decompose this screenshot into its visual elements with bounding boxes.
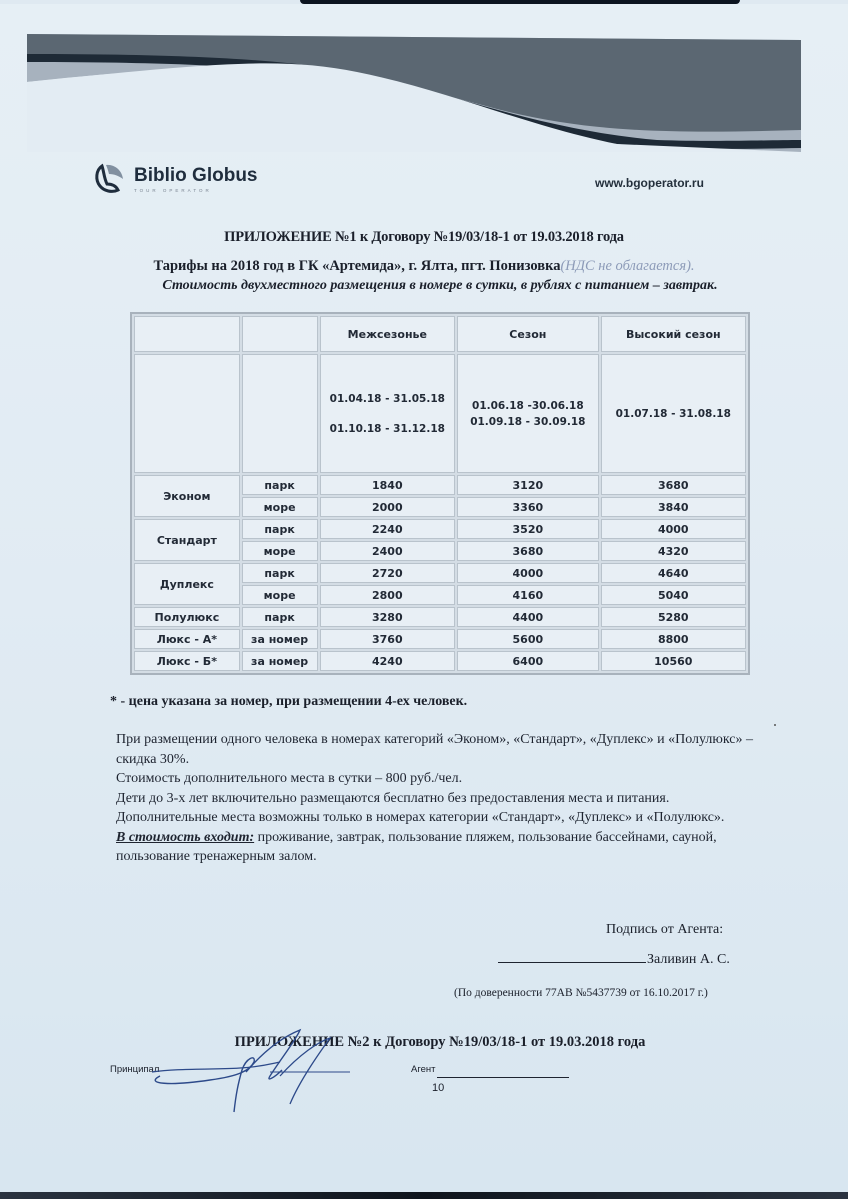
view-cell: за номер	[242, 629, 318, 649]
price-cell: 4160	[457, 585, 598, 605]
price-cell: 4320	[601, 541, 746, 561]
price-cell: 3520	[457, 519, 598, 539]
category-cell: Люкс - А*	[134, 629, 240, 649]
price-cell: 5280	[601, 607, 746, 627]
dates-cell-season: 01.06.18 -30.06.18 01.09.18 - 30.09.18	[457, 354, 598, 473]
header-cell-view	[242, 316, 318, 352]
price-cell: 2800	[320, 585, 456, 605]
price-cell: 3840	[601, 497, 746, 517]
single-discount-note: При размещении одного человека в номерах категорий «Эконом», «Стандарт», «Дуплекс» и «Полулюкс» – скидка 30%.	[116, 732, 754, 767]
table-row	[134, 563, 746, 583]
price-cell: 2400	[320, 541, 456, 561]
header-wave-banner	[27, 34, 801, 152]
logo-subtitle: TOUR OPERATOR	[134, 187, 212, 193]
price-cell: 3760	[320, 629, 456, 649]
page-number: 10	[432, 1082, 445, 1094]
extra-bed-categories-note: Дополнительные места возможны только в номерах категории «Стандарт», «Дуплекс» и «Полулюкс».	[116, 810, 725, 825]
view-cell: море	[242, 541, 318, 561]
power-of-attorney: (По доверенности 77АВ №5437739 от 16.10.2017 г.)	[454, 987, 708, 999]
view-cell: парк	[242, 519, 318, 539]
price-cell: 1840	[320, 475, 456, 495]
agent-name: Заливин А. С.	[647, 952, 730, 967]
view-cell: парк	[242, 563, 318, 583]
price-cell: 4240	[320, 651, 456, 671]
price-cell: 2000	[320, 497, 456, 517]
category-cell: Полулюкс	[134, 607, 240, 627]
price-cell: 4000	[601, 519, 746, 539]
table-row	[134, 629, 746, 649]
table-row	[134, 519, 746, 539]
header-cell-category	[134, 316, 240, 352]
website-url: www.bgoperator.ru	[595, 176, 704, 190]
view-cell: парк	[242, 607, 318, 627]
price-cell: 4640	[601, 563, 746, 583]
table-row	[134, 475, 746, 495]
included-services-note	[116, 828, 766, 867]
table-header-row	[134, 316, 746, 352]
photo-edge-bottom	[0, 1192, 848, 1199]
globe-logo-icon	[92, 162, 126, 196]
price-cell: 5040	[601, 585, 746, 605]
category-cell: Дуплекс	[134, 563, 240, 605]
vat-note: (НДС не облагается).	[560, 258, 695, 274]
children-note: Дети до 3-х лет включительно размещаются бесплатно без предоставления места и питания.	[116, 790, 670, 806]
price-cell: 2240	[320, 519, 456, 539]
included-label: В стоимость входит:	[116, 829, 255, 845]
document-page	[0, 4, 848, 1192]
category-cell: Эконом	[134, 475, 240, 517]
dates-cell-empty	[134, 354, 240, 473]
table-row	[134, 651, 746, 671]
agent-label: Агент	[411, 1064, 436, 1075]
category-cell: Стандарт	[134, 519, 240, 561]
dates-cell-high-season: 01.07.18 - 31.08.18	[601, 354, 746, 473]
price-cell: 3680	[601, 475, 746, 495]
view-cell: за номер	[242, 651, 318, 671]
price-cell: 10560	[601, 651, 746, 671]
price-cell: 3280	[320, 607, 456, 627]
included-text: проживание, завтрак, пользование пляжем, пользование бассейнами, сауной, пользование тренажерным залом.	[116, 829, 717, 864]
appendix-2-title: ПРИЛОЖЕНИЕ №2 к Договору №19/03/18-1 от 19.03.2018 года	[234, 1034, 646, 1050]
header-cell-season: Сезон	[457, 316, 598, 352]
tariffs-title	[0, 258, 848, 275]
conditions-text	[116, 730, 766, 867]
header-cell-high-season: Высокий сезон	[601, 316, 746, 352]
tariffs-title-main: Тарифы на 2018 год в ГК «Артемида», г. Ялта, пгт. Понизовка	[153, 258, 561, 274]
price-cell: 3680	[457, 541, 598, 561]
rates-table	[130, 312, 750, 675]
view-cell: море	[242, 585, 318, 605]
speck	[774, 724, 776, 726]
dates-cell-off-season: 01.04.18 - 31.05.18 01.10.18 - 31.12.18	[320, 354, 456, 473]
view-cell: парк	[242, 475, 318, 495]
header-cell-off-season: Межсезонье	[320, 316, 456, 352]
price-cell: 2720	[320, 563, 456, 583]
agent-signature-label: Подпись от Агента:	[606, 922, 724, 937]
price-cell: 8800	[601, 629, 746, 649]
price-cell: 4000	[457, 563, 598, 583]
principal-label: Принципал	[110, 1064, 160, 1075]
price-cell: 4400	[457, 607, 598, 627]
agent-sign-line	[437, 1077, 569, 1078]
view-cell: море	[242, 497, 318, 517]
extra-bed-price-note: Стоимость дополнительного места в сутки – 800 руб./чел.	[116, 771, 463, 786]
tariffs-subtitle: Стоимость двухместного размещения в номере в сутки, в рублях с питанием – завтрак.	[162, 278, 718, 293]
price-cell: 5600	[457, 629, 598, 649]
price-cell: 6400	[457, 651, 598, 671]
price-cell: 3120	[457, 475, 598, 495]
company-logo	[92, 162, 258, 196]
table-dates-row	[134, 354, 746, 473]
agent-signature-line	[498, 961, 646, 963]
footnote-star: * - цена указана за номер, при размещении 4-ех человек.	[110, 694, 468, 709]
dates-cell-empty	[242, 354, 318, 473]
table-row	[134, 607, 746, 627]
appendix-1-title: ПРИЛОЖЕНИЕ №1 к Договору №19/03/18-1 от 19.03.2018 года	[224, 229, 624, 245]
price-cell: 3360	[457, 497, 598, 517]
logo-name: Biblio Globus	[134, 164, 258, 186]
category-cell: Люкс - Б*	[134, 651, 240, 671]
